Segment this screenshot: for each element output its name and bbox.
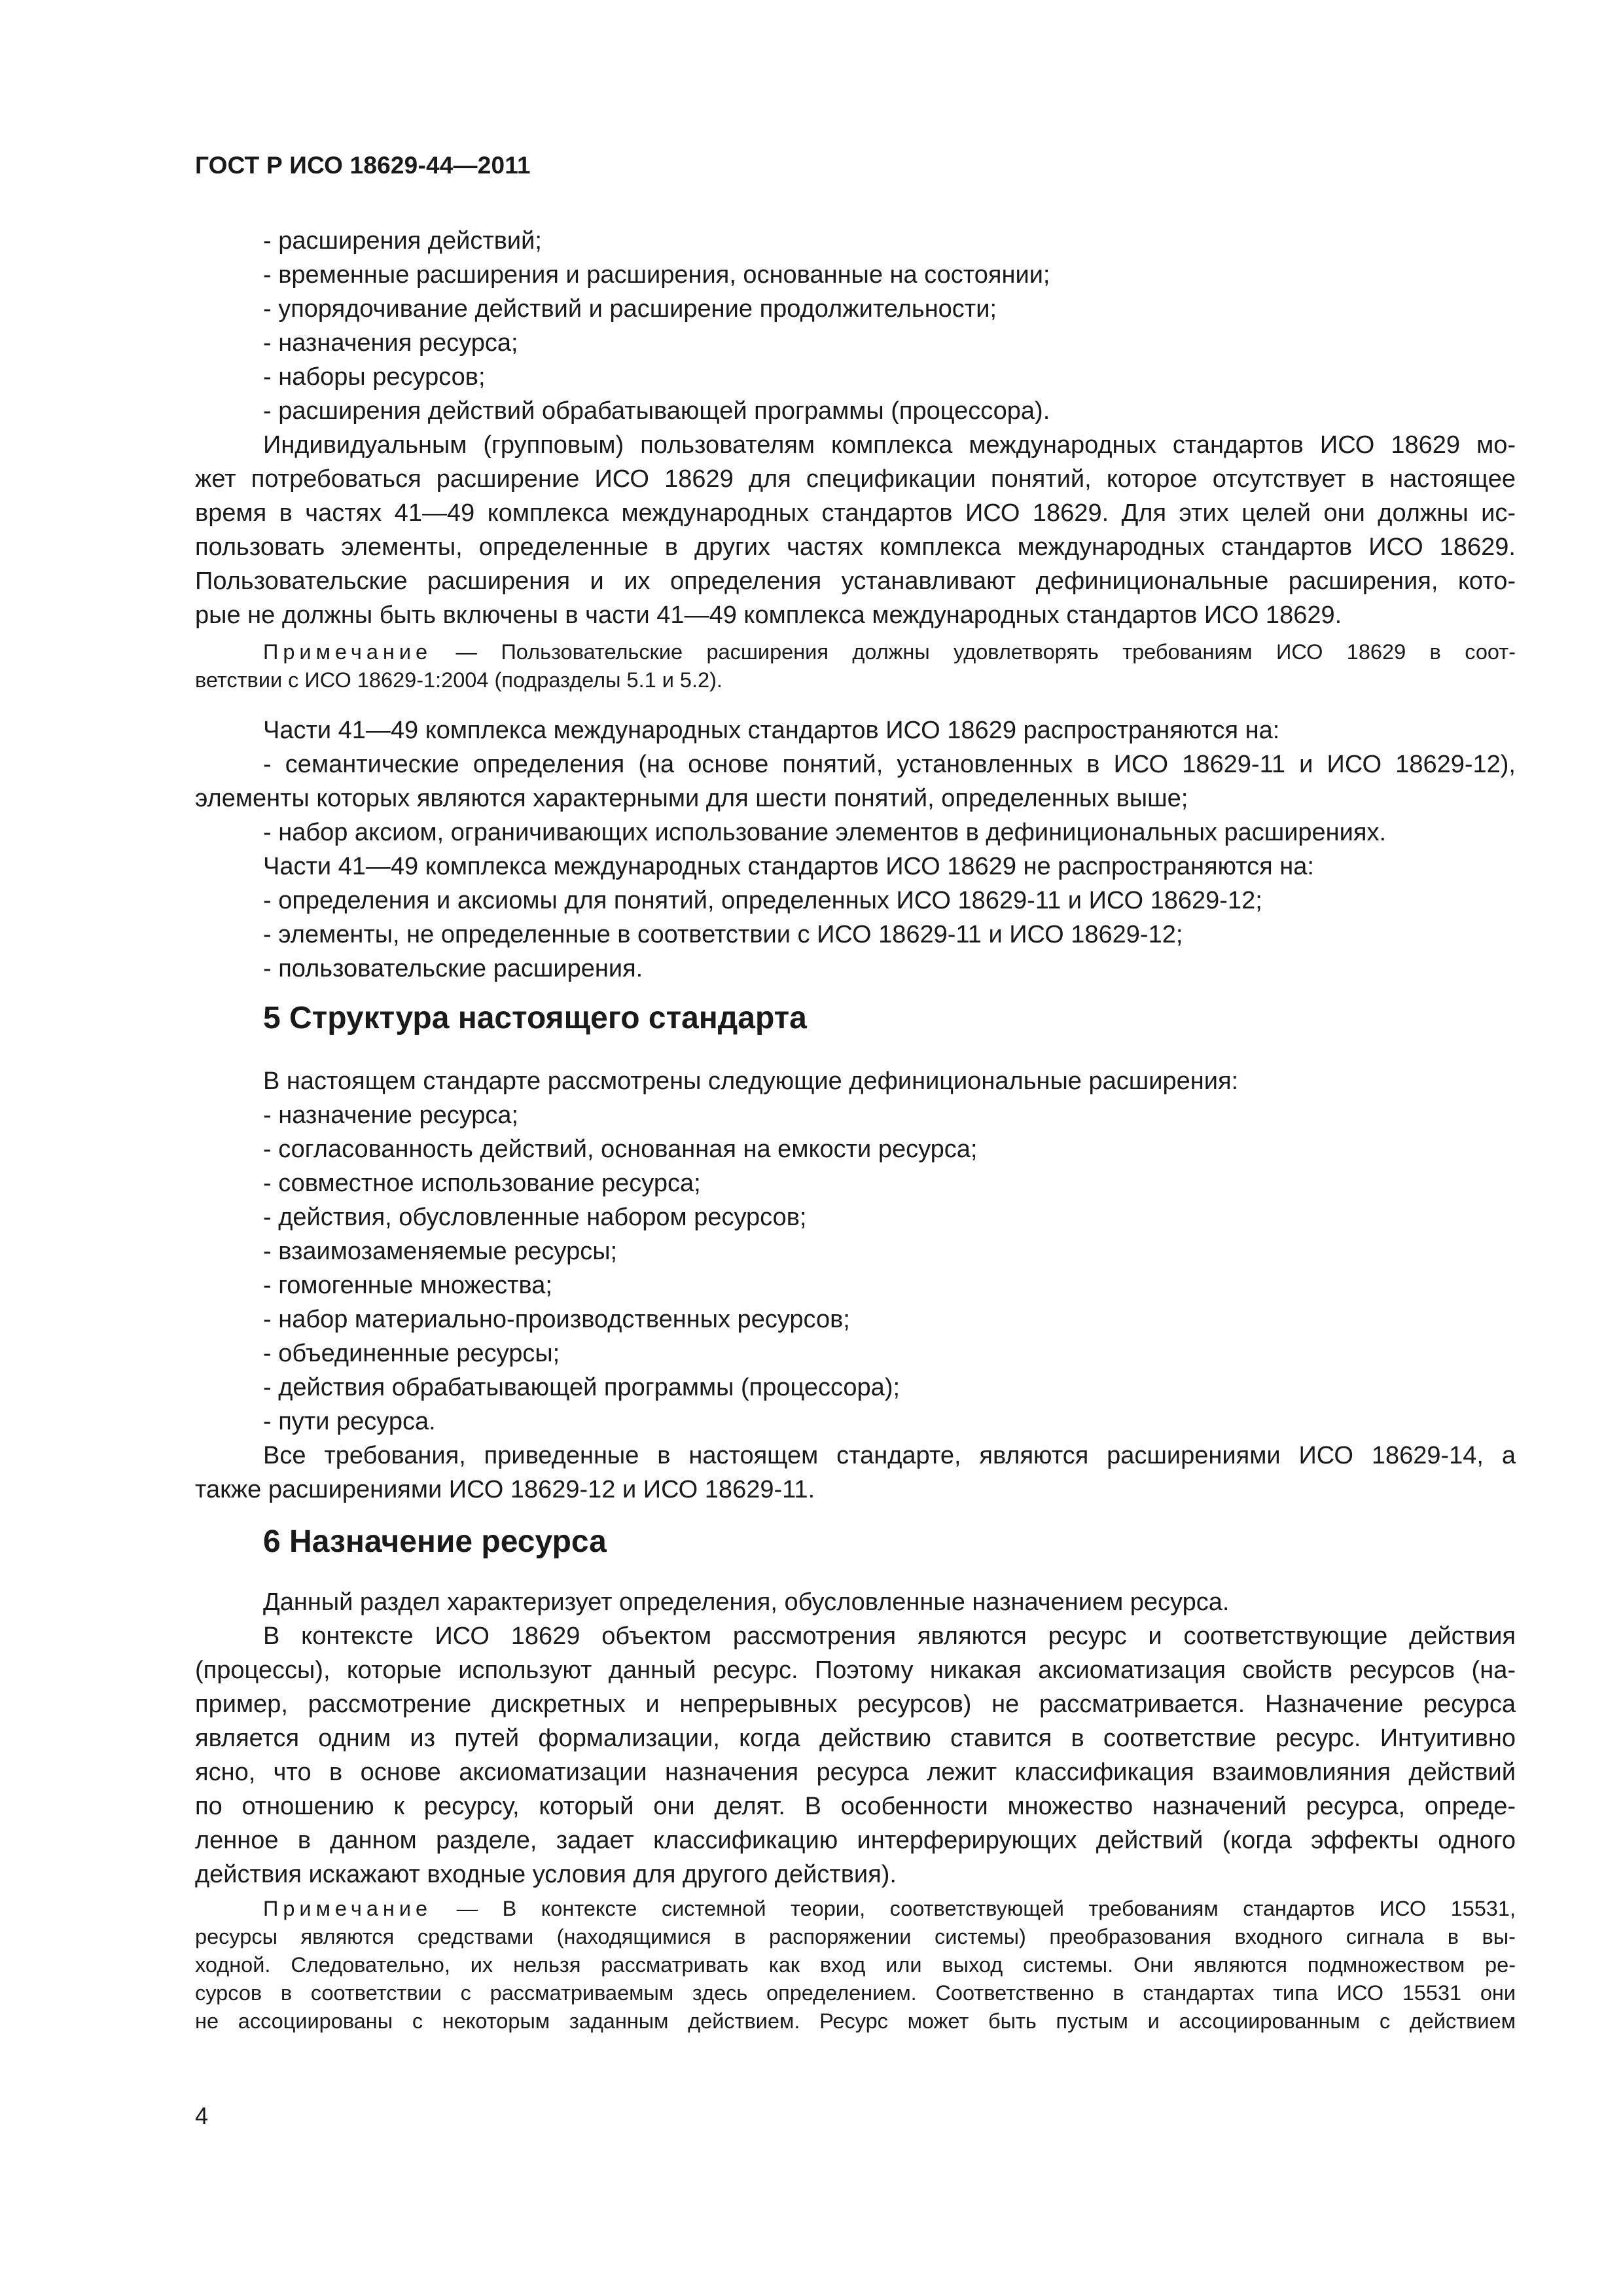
- text-line: - пути ресурса.: [263, 1408, 436, 1435]
- text-line: ленное в данном разделе, задает классификацию интерферирующих действий (когда эффекты одного: [195, 1827, 1516, 1854]
- text-line: - назначение ресурса;: [263, 1102, 519, 1129]
- text-line: - действия обрабатывающей программы (процессора);: [263, 1374, 901, 1401]
- document-header-code: ГОСТ Р ИСО 18629-44—2011: [195, 152, 531, 179]
- text-line: пользовать элементы, определенные в других частях комплекса международных стандартов ИСО 18629.: [195, 533, 1516, 561]
- note-line: не ассоциированы с некоторым заданным действием. Ресурс может быть пустым и ассоциированным с действием: [195, 2009, 1516, 2033]
- text-line: пример, рассмотрение дискретных и непрерывных ресурсов) не рассматривается. Назначение ресурса: [195, 1691, 1516, 1718]
- text-line: действия искажают входные условия для другого действия).: [195, 1861, 897, 1888]
- text-line: ясно, что в основе аксиоматизации назначения ресурса лежит классификация взаимовлияния действий: [195, 1759, 1516, 1786]
- text-line: Все требования, приведенные в настоящем стандарте, являются расширениями ИСО 18629-14, а: [263, 1442, 1516, 1469]
- text-line: - набор аксиом, ограничивающих использование элементов в дефинициональных расширениях.: [263, 819, 1387, 846]
- text-line: - набор материально-производственных ресурсов;: [263, 1306, 850, 1333]
- note-line: сурсов в соответствии с рассматриваемым здесь определением. Соответственно в стандартах типа ИСО 15531 они: [195, 1981, 1516, 2005]
- text-line: - назначения ресурса;: [263, 329, 518, 357]
- text-line: Части 41—49 комплекса международных стандартов ИСО 18629 распространяются на:: [263, 717, 1280, 744]
- section-5-heading: 5 Структура настоящего стандарта: [263, 1001, 807, 1035]
- paragraph-block-3: [195, 1064, 1516, 1507]
- text-line: - упорядочивание действий и расширение продолжительности;: [263, 295, 997, 323]
- text-line: также расширениями ИСО 18629-12 и ИСО 18629-11.: [195, 1476, 815, 1503]
- text-line: Части 41—49 комплекса международных стандартов ИСО 18629 не распространяются на:: [263, 853, 1314, 880]
- text-line: - гомогенные множества;: [263, 1272, 552, 1299]
- note-text: — Пользовательские расширения должны удовлетворять требованиям ИСО 18629 в соот-: [432, 640, 1516, 664]
- text-line: - наборы ресурсов;: [263, 363, 486, 391]
- note-line: [195, 1895, 1516, 1923]
- text-line: - согласованность действий, основанная на емкости ресурса;: [263, 1136, 978, 1163]
- text-line: - взаимозаменяемые ресурсы;: [263, 1238, 618, 1265]
- note-line: ресурсы являются средствами (находящимися в распоряжении системы) преобразования входного сигнала в вы-: [195, 1925, 1516, 1948]
- note-1: [195, 638, 1516, 694]
- text-line: В контексте ИСО 18629 объектом рассмотрения являются ресурс и соответствующие действия: [263, 1623, 1516, 1650]
- text-line: является одним из путей формализации, когда действию ставится в соответствие ресурс. Интуитивно: [195, 1725, 1516, 1752]
- section-6-heading: 6 Назначение ресурса: [263, 1524, 607, 1559]
- text-line: - объединенные ресурсы;: [263, 1340, 560, 1367]
- paragraph-block-4: [195, 1585, 1516, 1892]
- text-line: - пользовательские расширения.: [263, 955, 643, 982]
- note-2: [195, 1895, 1516, 2036]
- text-line: - расширения действий;: [263, 227, 542, 255]
- paragraph-block-2: [195, 713, 1516, 986]
- note-line: [195, 638, 1516, 666]
- text-line: Индивидуальным (групповым) пользователям комплекса международных стандартов ИСО 18629 мо-: [263, 431, 1516, 459]
- note-line: ветствии с ИСО 18629-1:2004 (подразделы 5.1 и 5.2).: [195, 668, 722, 692]
- text-line: время в частях 41—49 комплекса международных стандартов ИСО 18629. Для этих целей они должны ис-: [195, 499, 1516, 527]
- text-line: (процессы), которые используют данный ресурс. Поэтому никакая аксиоматизация свойств ресурсов (на-: [195, 1657, 1516, 1684]
- text-line: Данный раздел характеризует определения, обусловленные назначением ресурса.: [263, 1588, 1230, 1616]
- text-line: по отношению к ресурсу, который они делят. В особенности множество назначений ресурса, опреде-: [195, 1793, 1516, 1820]
- note-label: Примечание: [263, 1897, 433, 1920]
- paragraph-block-1: [195, 224, 1516, 632]
- text-line: В настоящем стандарте рассмотрены следующие дефинициональные расширения:: [263, 1067, 1239, 1095]
- text-line: - определения и аксиомы для понятий, определенных ИСО 18629-11 и ИСО 18629-12;: [263, 887, 1262, 914]
- text-line: - семантические определения (на основе понятий, установленных в ИСО 18629-11 и ИСО 18629-12),: [263, 751, 1516, 778]
- note-line: ходной. Следовательно, их нельзя рассматривать как вход или выход системы. Они являются подмножеством ре-: [195, 1953, 1516, 1977]
- note-label: Примечание: [263, 640, 433, 664]
- text-line: - совместное использование ресурса;: [263, 1170, 701, 1197]
- text-line: - временные расширения и расширения, основанные на состоянии;: [263, 261, 1050, 289]
- page-number: 4: [195, 2102, 209, 2129]
- text-line: - действия, обусловленные набором ресурсов;: [263, 1204, 807, 1231]
- text-line: - элементы, не определенные в соответствии с ИСО 18629-11 и ИСО 18629-12;: [263, 921, 1183, 948]
- text-line: Пользовательские расширения и их определения устанавливают дефинициональные расширения, кото-: [195, 567, 1516, 595]
- text-line: - расширения действий обрабатывающей программы (процессора).: [263, 397, 1050, 425]
- note-text: — В контексте системной теории, соответствующей требованиям стандартов ИСО 15531,: [432, 1897, 1516, 1920]
- text-line: элементы которых являются характерными для шести понятий, определенных выше;: [195, 785, 1188, 812]
- text-line: жет потребоваться расширение ИСО 18629 для спецификации понятий, которое отсутствует в настоящее: [195, 465, 1516, 493]
- text-line: рые не должны быть включены в части 41—49 комплекса международных стандартов ИСО 18629.: [195, 601, 1342, 629]
